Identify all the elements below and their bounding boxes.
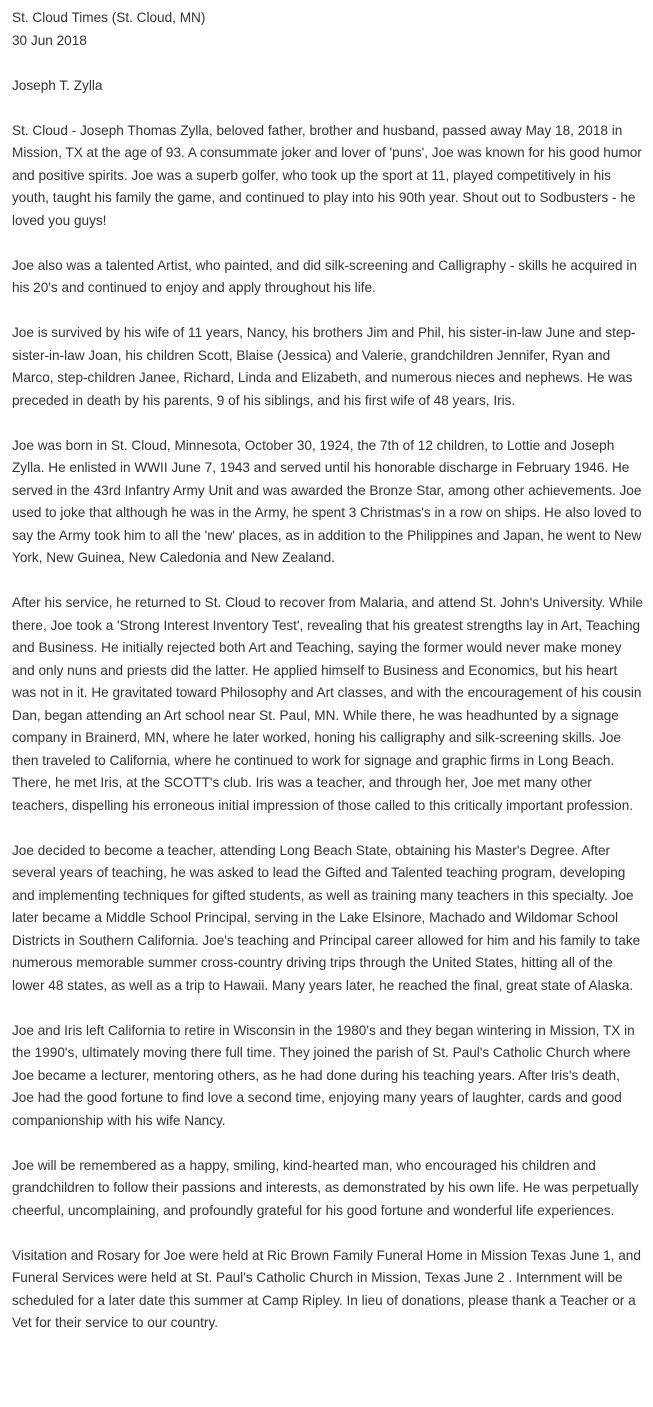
- obituary-body: [12, 120, 645, 1335]
- spacer: [12, 52, 645, 75]
- paragraph-services: Visitation and Rosary for Joe were held at Ric Brown Family Funeral Home in Mission Texas June 1, and Funeral Services were held at St. Paul's Catholic Church in Mission, Texas June 2 . Internment will be scheduled for a later date this summer at Camp Ripley. In lieu of donations, please thank a Teacher or a Vet for their service to our country.: [12, 1247, 641, 1330]
- spacer: [12, 97, 645, 120]
- obituary-document: [12, 7, 645, 1335]
- paragraph-retirement: Joe and Iris left California to retire in Wisconsin in the 1980's and they began wintering in Mission, TX in the 1990's, ultimately moving there full time. They joined the parish of St. Paul's Catholic Church where Joe became a lecturer, mentoring others, as he had done during his teaching years. After Iris's death, Joe had the good fortune to find love a second time, enjoying many years of laughter, cards and good companionship with his wife Nancy.: [12, 1022, 635, 1128]
- paragraph-survivors: Joe is survived by his wife of 11 years, Nancy, his brothers Jim and Phil, his sister-in-law June and step-sister-in-law Joan, his children Scott, Blaise (Jessica) and Valerie, grandchildren Jennifer, Ryan and Marco, step-children Janee, Richard, Linda and Elizabeth, and numerous nieces and nephews. He was preceded in death by his parents, 9 of his siblings, and his first wife of 48 years, Iris.: [12, 325, 636, 408]
- paragraph-artist: Joe also was a talented Artist, who painted, and did silk-screening and Calligraphy - skills he acquired in his 20's and continued to enjoy and apply throughout his life.: [12, 257, 637, 295]
- paragraph-intro: St. Cloud - Joseph Thomas Zylla, beloved father, brother and husband, passed away May 18, 2018 in Mission, TX at the age of 93. A consummate joker and lover of 'puns', Joe was known for his good humor and positive spirits. Joe was a superb golfer, who took up the sport at 11, played competitively in his youth, taught his family the game, and continued to play into his 90th year. Shout out to Sodbusters - he loved you guys!: [12, 122, 642, 228]
- obituary-header: [12, 7, 645, 120]
- paragraph-career-start: After his service, he returned to St. Cloud to recover from Malaria, and attend St. John's University. While there, Joe took a 'Strong Interest Inventory Test', revealing that his greatest strengths lay in Art, Teaching and Business. He initially rejected both Art and Teaching, saying the former would never make money and only nuns and priests did the latter. He applied himself to Business and Economics, but his heart was not in it. He gravitated toward Philosophy and Art classes, and with the encouragement of his cousin Dan, began attending an Art school near St. Paul, MN. While there, he was headhunted by a signage company in Brainerd, MN, where he later worked, honing his calligraphy and silk-screening skills. Joe then traveled to California, where he continued to work for signage and graphic firms in Long Beach. There, he met Iris, at the SCOTT's club. Iris was a teacher, and through her, Joe met many other teachers, dispelling his erroneous initial impression of those called to this critically important profession.: [12, 595, 643, 813]
- paragraph-early-life: Joe was born in St. Cloud, Minnesota, October 30, 1924, the 7th of 12 children, to Lottie and Joseph Zylla. He enlisted in WWII June 7, 1943 and served until his honorable discharge in February 1946. He served in the 43rd Infantry Army Unit and was awarded the Bronze Star, among other achievements. Joe used to joke that although he was in the Army, he spent 3 Christmas's in a row on ships. He also loved to say the Army took him to all the 'new' places, as in addition to the Philippines and Japan, he went to New York, New Guinea, New Caledonia and New Zealand.: [12, 437, 642, 565]
- deceased-name: Joseph T. Zylla: [12, 77, 103, 93]
- newspaper-source: St. Cloud Times (St. Cloud, MN): [12, 10, 206, 25]
- publication-date: 30 Jun 2018: [12, 32, 87, 48]
- paragraph-teaching: Joe decided to become a teacher, attending Long Beach State, obtaining his Master's Degree. After several years of teaching, he was asked to lead the Gifted and Talented teaching program, developing and implementing techniques for gifted students, as well as training many teachers in this specialty. Joe later became a Middle School Principal, serving in the Lake Elsinore, Machado and Wildomar School Districts in Southern California. Joe's teaching and Principal career allowed for him and his family to take numerous memorable summer cross-country driving trips through the United States, hitting all of the lower 48 states, as well as a trip to Hawaii. Many years later, he reached the final, great state of Alaska.: [12, 842, 641, 993]
- paragraph-remembrance: Joe will be remembered as a happy, smiling, kind-hearted man, who encouraged his children and grandchildren to follow their passions and interests, as demonstrated by his own life. He was perpetually cheerful, uncomplaining, and profoundly grateful for his good fortune and wonderful life experiences.: [12, 1157, 639, 1218]
